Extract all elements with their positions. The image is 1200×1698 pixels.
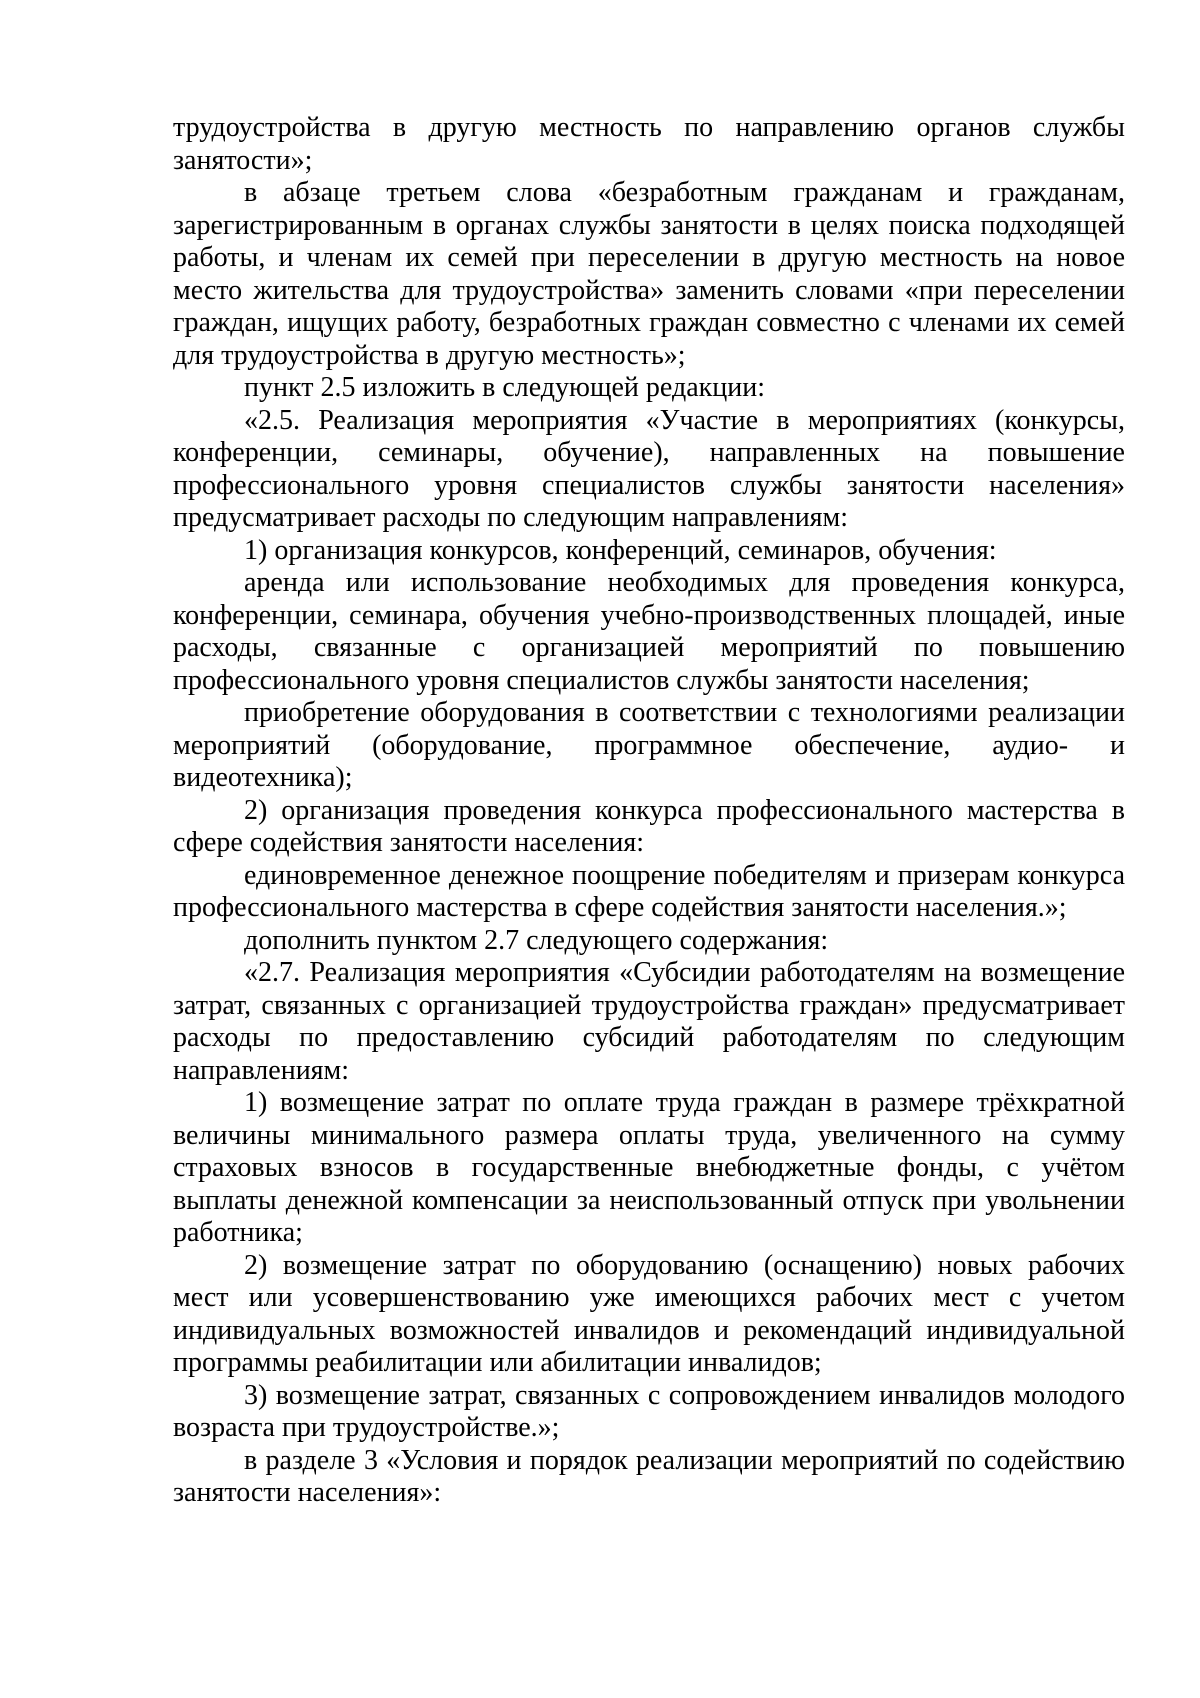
paragraph-7: приобретение оборудования в соответствии с технологиями реализации мероприятий (оборудование, программное обеспечение, аудио- и видеотехника); [173,697,1125,793]
paragraph-11: «2.7. Реализация мероприятия «Субсидии работодателям на возмещение затрат, связанных с организацией трудоустройства граждан» предусматривает расходы по предоставлению субсидий работодателям по следующим направлениям: [173,957,1125,1086]
paragraph-2: в абзаце третьем слова «безработным гражданам и гражданам, зарегистрированным в органах службы занятости в целях поиска подходящей работы, и членам их семей при переселении в другую местность на новое место жительства для трудоустройства» заменить словами «при переселении граждан, ищущих работу, безработных граждан совместно с членами их семей для трудоустройства в другую местность»; [173,177,1125,371]
paragraph-15: в разделе 3 «Условия и порядок реализации мероприятий по содействию занятости населения»: [173,1444,1125,1508]
document-page [173,112,1125,1510]
paragraph-5: 1) организация конкурсов, конференций, семинаров, обучения: [244,534,997,566]
paragraph-9: единовременное денежное поощрение победителям и призерам конкурса профессионального мастерства в сфере содействия занятости населения.»; [173,859,1125,923]
paragraph-10: дополнить пунктом 2.7 следующего содержания: [244,924,829,956]
paragraph-3: пункт 2.5 изложить в следующей редакции: [244,372,765,403]
paragraph-1: трудоустройства в другую местность по направлению органов службы занятости»; [173,112,1125,176]
paragraph-4: «2.5. Реализация мероприятия «Участие в мероприятиях (конкурсы, конференции, семинары, обучение), направленных на повышение профессионального уровня специалистов службы занятости населения» предусматривает расходы по следующим направлениям: [173,404,1125,533]
paragraph-12: 1) возмещение затрат по оплате труда граждан в размере трёхкратной величины минимального размера оплаты труда, увеличенного на сумму страховых взносов в государственные внебюджетные фонды, с учётом выплаты денежной компенсации за неиспользованный отпуск при увольнении работника; [173,1087,1125,1248]
paragraph-6: аренда или использование необходимых для проведения конкурса, конференции, семинара, обучения учебно-производственных площадей, иные расходы, связанные с организацией мероприятий по повышению профессионального уровня специалистов службы занятости населения; [173,567,1125,696]
paragraph-14: 3) возмещение затрат, связанных с сопровождением инвалидов молодого возраста при трудоустройстве.»; [173,1379,1125,1443]
paragraph-8: 2) организация проведения конкурса профессионального мастерства в сфере содействия занятости населения: [173,794,1125,858]
paragraph-13: 2) возмещение затрат по оборудованию (оснащению) новых рабочих мест или усовершенствованию уже имеющихся рабочих мест с учетом индивидуальных возможностей инвалидов и рекомендаций индивидуальной программы реабилитации или абилитации инвалидов; [173,1249,1125,1378]
